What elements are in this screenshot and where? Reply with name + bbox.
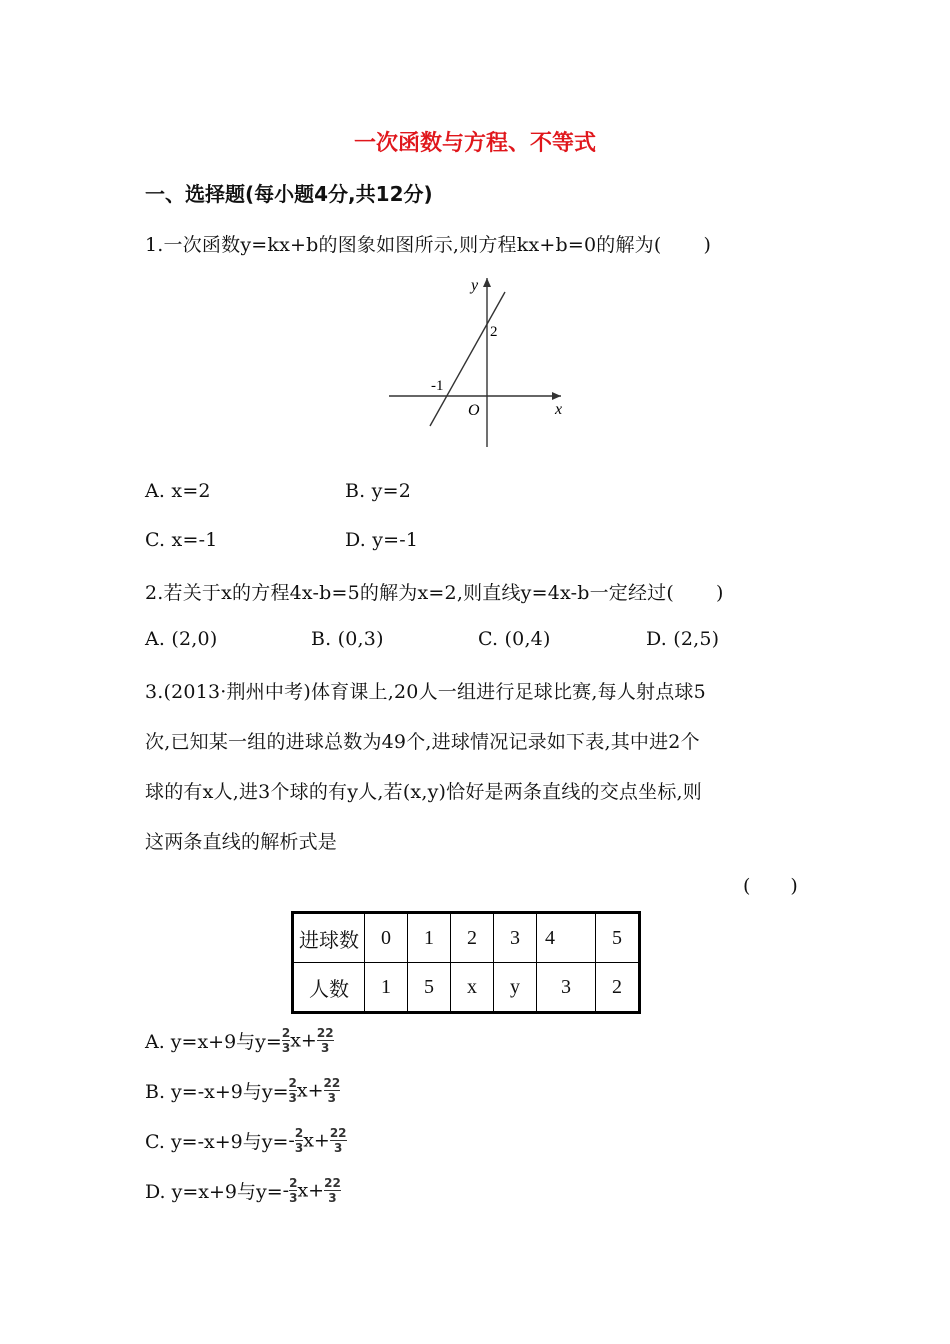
numerator: 2 [288,1076,297,1090]
q3-option-b [145,1076,340,1105]
x-axis-label: x [555,401,563,418]
table-cell: 3 [537,963,596,1013]
table-cell: 5 [596,913,640,963]
denominator: 3 [321,1041,330,1055]
q1-close-paren: ) [703,234,712,256]
y-axis-label: y [471,277,479,294]
table-cell: x [451,963,494,1013]
option-prefix: D. y=x+9与y= [145,1181,283,1203]
numerator: 22 [316,1026,334,1040]
option-mid: x+ [297,1179,325,1202]
q1-text [145,230,711,257]
fraction-constant [324,1076,341,1105]
table-row [293,963,640,1013]
q2-option-d: D. (2,5) [646,628,720,650]
table-cell: 2 [596,963,640,1013]
table-row [293,913,640,963]
table-cell: 1 [408,913,451,963]
q1-graph [385,272,575,452]
q3-line-1: 3.(2013·荆州中考)体育课上,20人一组进行足球比赛,每人射点球5 [145,681,706,703]
q2-text [145,578,724,605]
option-prefix: A. y=x+9与y= [145,1031,282,1053]
table-cell: 5 [408,963,451,1013]
q3-line-3: 球的有x人,进3个球的有y人,若(x,y)恰好是两条直线的交点坐标,则 [145,781,702,803]
y-axis-arrow-icon [483,278,491,287]
option-prefix: C. y=-x+9与y= [145,1131,289,1153]
table-cell: 人数 [293,963,365,1013]
q2-close-paren: ) [716,582,724,604]
q1-option-b: B. y=2 [345,480,411,502]
page-title: 一次函数与方程、不等式 [353,131,596,156]
numerator: 22 [324,1176,341,1190]
fraction-coefficient [295,1126,303,1155]
x-intercept-label: -1 [431,378,444,394]
denominator: 3 [328,1191,337,1205]
q3-open-paren: ( [743,875,751,897]
minus-sign: - [282,1179,290,1202]
q3-line-2: 次,已知某一组的进球总数为49个,进球情况记录如下表,其中进2个 [145,731,700,753]
minus-sign: - [288,1129,295,1152]
section-heading: 一、选择题(每小题4分,共12分) [145,182,433,206]
q2-stem: 2.若关于x的方程4x-b=5的解为x=2,则直线y=4x-b一定经过( [145,582,674,604]
q3-answer-paren [743,875,798,897]
x-axis-arrow-icon [552,392,561,400]
numerator: 2 [289,1176,298,1190]
q3-option-a [145,1026,334,1055]
denominator: 3 [288,1091,297,1105]
denominator: 3 [334,1141,343,1155]
denominator: 3 [294,1141,304,1155]
option-prefix: B. y=-x+9与y= [145,1081,289,1103]
table-cell: 3 [494,913,537,963]
q1-option-a: A. x=2 [145,480,211,502]
table-cell: 0 [365,913,408,963]
q2-option-c: C. (0,4) [478,628,551,650]
numerator: 2 [281,1026,291,1040]
q2-option-a: A. (2,0) [145,628,218,650]
numerator: 22 [323,1076,341,1090]
q1-option-d: D. y=-1 [345,529,419,551]
q3-option-c [145,1126,347,1155]
q3-close-paren: ) [790,875,798,897]
option-mid: x+ [290,1029,317,1052]
option-mid: x+ [303,1129,330,1152]
q1-stem: 1.一次函数y=kx+b的图象如图所示,则方程kx+b=0的解为( [145,234,662,256]
q3-line-4: 这两条直线的解析式是 [145,831,338,853]
table-cell: 1 [365,963,408,1013]
fraction-constant [317,1026,334,1055]
q2-option-b: B. (0,3) [311,628,384,650]
q3-option-d [145,1176,341,1205]
table-cell: 4 [537,913,596,963]
denominator: 3 [281,1041,291,1055]
fraction-constant [330,1126,347,1155]
fraction-coefficient [282,1026,290,1055]
denominator: 3 [327,1091,337,1105]
table-cell: 2 [451,913,494,963]
numerator: 2 [294,1126,304,1140]
score-table [291,911,641,1014]
origin-label: O [468,402,480,419]
numerator: 22 [329,1126,347,1140]
table-cell: y [494,963,537,1013]
table-cell: 进球数 [293,913,365,963]
fraction-constant [324,1176,341,1205]
option-mid: x+ [296,1079,324,1102]
q1-option-c: C. x=-1 [145,529,218,551]
y-intercept-label: 2 [490,324,498,340]
denominator: 3 [289,1191,298,1205]
fraction-coefficient [289,1076,297,1105]
